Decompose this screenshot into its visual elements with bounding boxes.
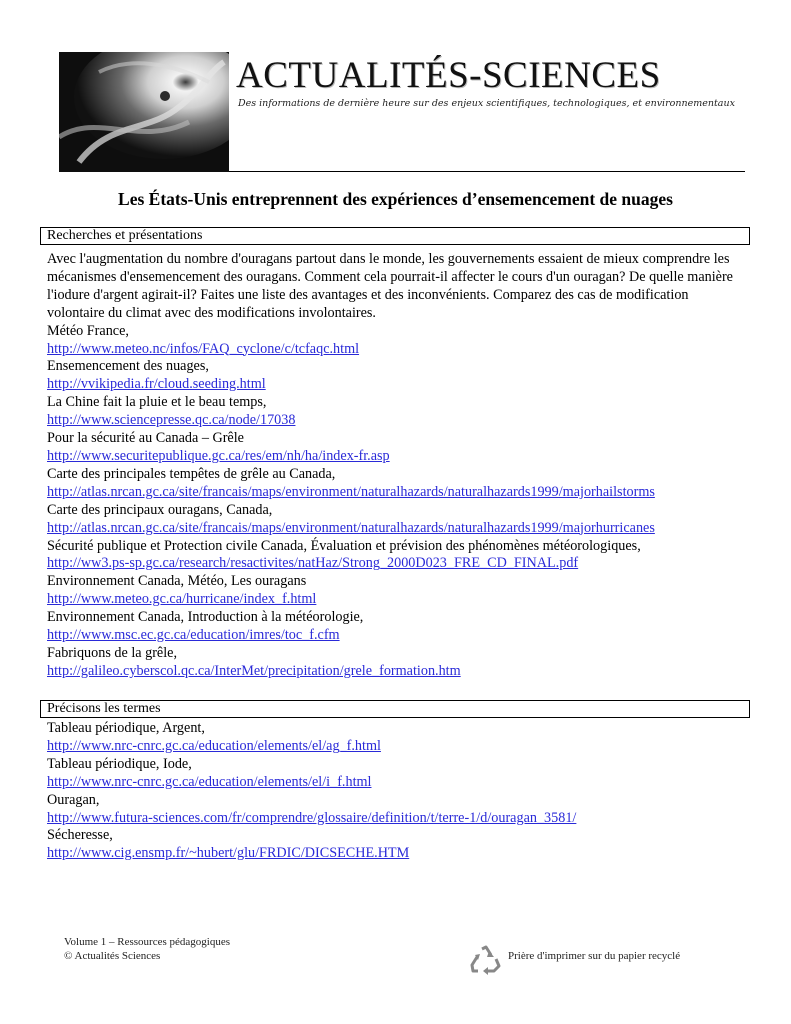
resource-link[interactable]: http://galileo.cyberscol.qc.ca/InterMet/precipitation/grele_formation.htm <box>47 662 461 679</box>
resource-link[interactable]: http://www.cig.ensmp.fr/~hubert/glu/FRDIC/DICSECHE.HTM <box>47 845 410 862</box>
footer-recycle-note: Prière d'imprimer sur du papier recyclé <box>508 950 681 962</box>
masthead-title: ACTUALITÉS-SCIENCES <box>236 55 661 96</box>
resource-link[interactable]: http://www.securitepublique.gc.ca/res/em/nh/ha/index-fr.asp <box>47 447 390 464</box>
section-precisons-content <box>47 720 747 863</box>
resource-link[interactable]: http://www.meteo.nc/infos/FAQ_cyclone/c/tcfaqc.html <box>47 340 360 357</box>
resource-label: Sécheresse, <box>47 827 113 844</box>
resource-label: La Chine fait la pluie et le beau temps, <box>47 394 267 411</box>
resource-link[interactable]: http://atlas.nrcan.gc.ca/site/francais/maps/environment/naturalhazards/naturalhazards1999/majorhailstorms <box>47 483 655 500</box>
resource-label: Carte des principales tempêtes de grêle au Canada, <box>47 465 336 482</box>
resource-link[interactable]: http://www.sciencepresse.qc.ca/node/17038 <box>47 412 296 429</box>
resource-label: Fabriquons de la grêle, <box>47 644 178 661</box>
page-title: Les États-Unis entreprennent des expériences d’ensemencement de nuages <box>118 189 673 209</box>
resource-label: Tableau périodique, Iode, <box>47 755 192 772</box>
hurricane-satellite-image <box>59 52 229 172</box>
resource-label: Carte des principaux ouragans, Canada, <box>47 501 273 518</box>
section-heading-precisons: Précisons les termes <box>40 700 750 718</box>
resource-link[interactable]: http://www.meteo.gc.ca/hurricane/index_f.html <box>47 591 317 608</box>
footer-copyright: © Actualités Sciences <box>64 950 161 962</box>
resource-label: Tableau périodique, Argent, <box>47 720 205 736</box>
resource-link[interactable]: http://ww3.ps-sp.gc.ca/research/resactivites/natHaz/Strong_2000D023_FRE_CD_FINAL.pdf <box>47 555 579 572</box>
masthead <box>59 52 745 172</box>
resource-label: Ouragan, <box>47 791 100 808</box>
resource-link[interactable]: http://atlas.nrcan.gc.ca/site/francais/maps/environment/naturalhazards/naturalhazards1999/majorhurricanes <box>47 519 655 536</box>
resource-link[interactable]: http://www.msc.ec.gc.ca/education/imres/toc_f.cfm <box>47 627 340 644</box>
resource-label: Sécurité publique et Protection civile Canada, Évaluation et prévision des phénomènes météorologiques, <box>47 537 641 554</box>
resource-label: Environnement Canada, Météo, Les ouragans <box>47 573 307 590</box>
footer-volume: Volume 1 – Ressources pédagogiques <box>64 936 230 948</box>
resource-link[interactable]: http://www.nrc-cnrc.gc.ca/education/elements/el/i_f.html <box>47 773 372 790</box>
recycle-icon <box>470 945 502 975</box>
resource-link[interactable]: http://vvikipedia.fr/cloud.seeding.html <box>47 376 266 393</box>
resource-label: Ensemencement des nuages, <box>47 358 209 375</box>
resource-label: Pour la sécurité au Canada – Grêle <box>47 430 244 447</box>
footer-left <box>64 935 230 963</box>
resource-link[interactable]: http://www.nrc-cnrc.gc.ca/education/elements/el/ag_f.html <box>47 737 381 754</box>
resource-label: Météo France, <box>47 322 129 339</box>
section-heading-recherches: Recherches et présentations <box>40 227 750 245</box>
intro-paragraph: Avec l'augmentation du nombre d'ouragans partout dans le monde, les gouvernements essaient de mieux comprendre les mécanismes d'ensemencement des ouragans. Comment cela pourrait-il affecter le cours d'un ouragan? De quelle manière l'iodure d'argent agirait-il? Faites une liste des avantages et des inconvénients. Comparez des cas de modification volontaire du climat avec des modifications involontaires. <box>47 251 733 321</box>
masthead-rule <box>229 171 745 172</box>
resource-list-precisons <box>47 720 747 863</box>
resource-list-recherches <box>47 323 747 681</box>
masthead-tagline: Des informations de dernière heure sur des enjeux scientifiques, technologiques, et environnementaux <box>238 98 735 109</box>
section-recherches-content <box>47 251 747 681</box>
resource-link[interactable]: http://www.futura-sciences.com/fr/comprendre/glossaire/definition/t/terre-1/d/ouragan_3581/ <box>47 809 577 826</box>
resource-label: Environnement Canada, Introduction à la météorologie, <box>47 609 364 626</box>
